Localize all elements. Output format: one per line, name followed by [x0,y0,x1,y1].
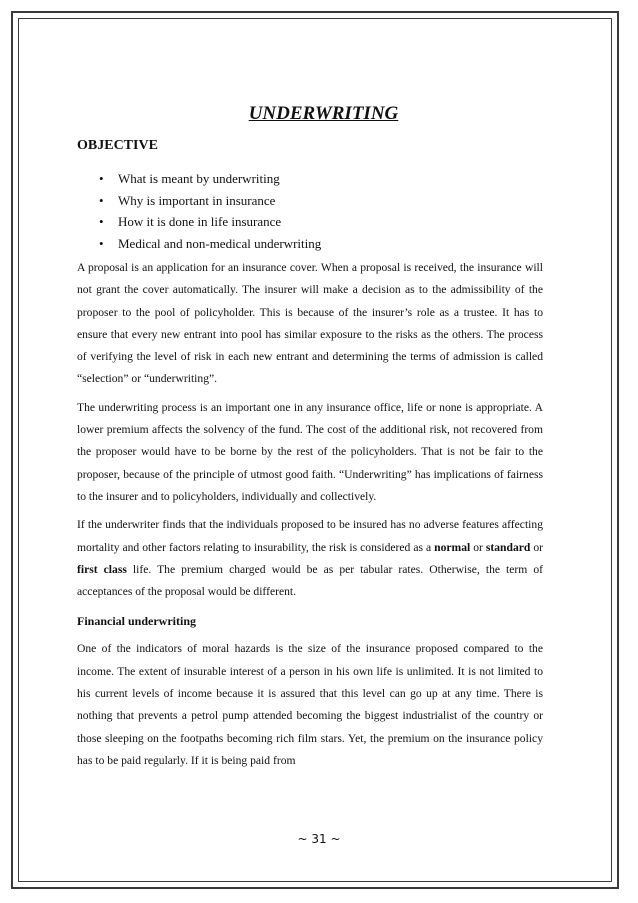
page-content [77,100,543,772]
objective-heading: OBJECTIVE [77,138,158,153]
list-item: • Medical and non-medical underwriting [77,233,543,255]
list-item: • How it is done in life insurance [77,211,543,233]
objective-list [77,168,543,254]
paragraph-proposal: A proposal is an application for an insurance cover. When a proposal is received, the insurance will not grant the cover automatically. The insurer will make a decision as to the admissibility of the proposer to the pool of policyholder. This is because of the insurer’s role as a trustee. It has to ensure that every new entrant into pool has similar exposure to the risks as the others. The process of verifying the level of risk in each new entrant and determining the terms of admission is called “selection” or “underwriting”. [77,261,543,386]
paragraph-underwriting-process: The underwriting process is an important one in any insurance office, life or none is appropriate. A lower premium affects the solvency of the fund. The cost of the additional risk, not recovered from the proposer would have to be borne by the rest of the policyholders. That is not be fair to the proposer, because of the principle of utmost good faith. “Underwriting” has implications of fairness to the insurer and to policyholders, individually and collectively. [77,400,543,503]
financial-underwriting-heading: Financial underwriting [77,614,197,629]
paragraph-text: or [473,540,483,554]
term-first-class: first class [77,562,127,576]
term-standard: standard [485,540,531,554]
paragraph-financial-underwriting: One of the indicators of moral hazards is the size of the insurance proposed compared to the income. The extent of insurable interest of a person in his own life is unlimited. It is not limited to his current levels of income because it is assured that this level can go up at any time. There is nothing that prevents a petrol pump attended becoming the biggest industrialist of the country or those sleeping on the footpaths becoming rich film stars. Yet, the premium on the insurance policy has to be paid regularly. If it is being paid from [77,642,543,767]
term-normal: normal [434,540,471,554]
page-title: UNDERWRITING [248,103,399,124]
paragraph-text: or [533,540,544,554]
paragraph-risk-classification [77,514,543,603]
list-item: • What is meant by underwriting [77,168,543,190]
list-item: • Why is important in insurance [77,190,543,212]
paragraph-text: life. The premium charged would be as per tabular rates. Otherwise, the term of acceptances of the proposal would be different. [77,562,544,599]
page-number: ~ 31 ~ [297,832,341,846]
paragraph-text: If the underwriter finds that the individuals proposed to be insured has no adverse features affecting mortality and other factors relating to insurability, the risk is considered as a [77,518,543,554]
